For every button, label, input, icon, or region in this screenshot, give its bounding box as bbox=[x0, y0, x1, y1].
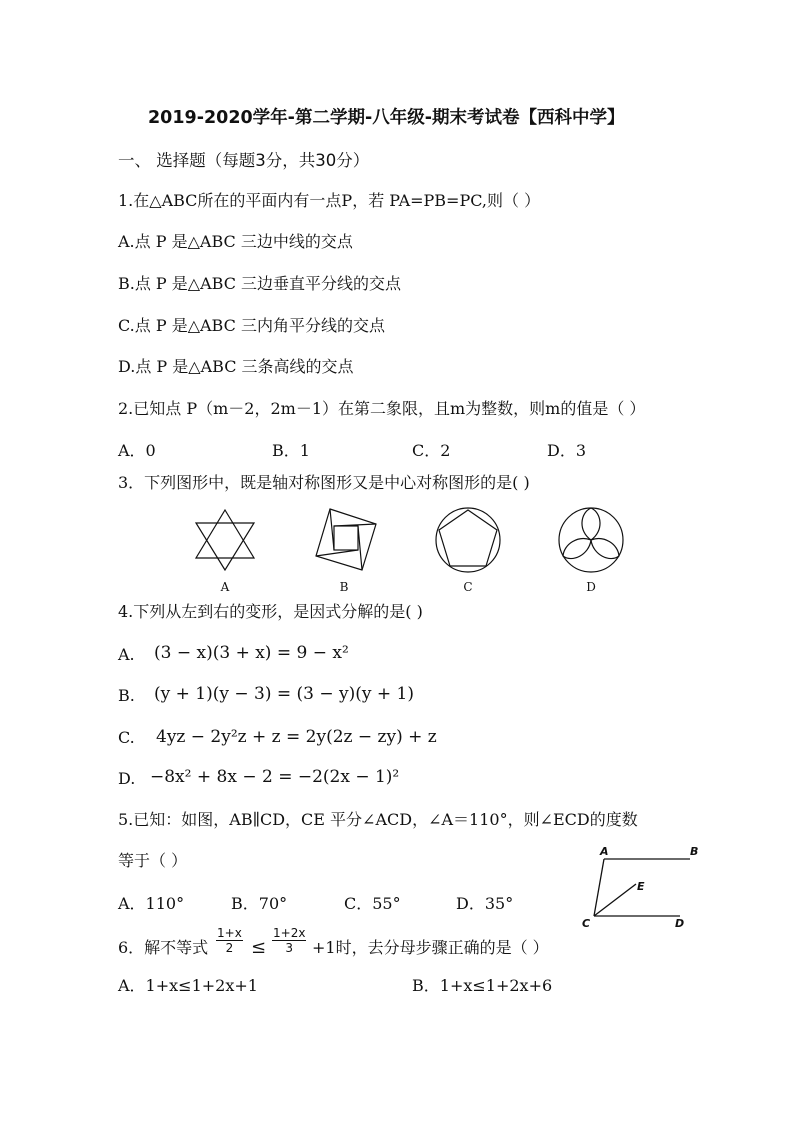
fraction-left-numerator: 1+x bbox=[217, 926, 242, 940]
question-1-option-b: B.点 P 是△ABC 三边垂直平分线的交点 bbox=[118, 274, 402, 293]
question-5-option-b: B．70° bbox=[231, 894, 288, 913]
fraction-right-denominator: 3 bbox=[285, 941, 294, 955]
figure-b-label: B bbox=[339, 580, 349, 594]
question-6-fraction-left bbox=[216, 926, 243, 955]
figure-d-circle-trefoil bbox=[556, 505, 626, 575]
question-4-option-c-label: C. bbox=[118, 728, 135, 747]
question-1-option-a: A.点 P 是△ABC 三边中线的交点 bbox=[118, 232, 353, 251]
question-5-stem: 5.已知：如图，AB∥CD，CE 平分∠ACD，∠A＝110°，则∠ECD的度数 bbox=[118, 810, 638, 829]
fraction-left-denominator: 2 bbox=[225, 941, 234, 955]
question-5-option-d: D．35° bbox=[456, 894, 514, 913]
question-3-stem: 3．下列图形中，既是轴对称图形又是中心对称图形的是( ) bbox=[118, 473, 530, 492]
figure-a-label: A bbox=[220, 580, 230, 594]
figure-a-star-of-david bbox=[192, 506, 258, 574]
question-4-option-c-expr: 4yz − 2y²z + z = 2y(2z − zy) + z bbox=[156, 727, 437, 747]
page-title: 2019-2020学年-第二学期-八年级-期末考试卷【西科中学】 bbox=[148, 108, 625, 128]
figure-b-square-windmill bbox=[312, 506, 380, 574]
fig-label-a: A bbox=[600, 845, 609, 858]
question-4-stem: 4.下列从左到右的变形，是因式分解的是( ) bbox=[118, 602, 423, 621]
question-1-option-c: C.点 P 是△ABC 三内角平分线的交点 bbox=[118, 316, 385, 335]
figure-d-label: D bbox=[586, 580, 596, 594]
fig-label-c: C bbox=[582, 917, 591, 930]
question-4-option-b-label: B. bbox=[118, 686, 135, 705]
question-2-option-b: B．1 bbox=[272, 441, 310, 460]
question-6-stem-suffix: +1时，去分母步骤正确的是（ ） bbox=[312, 938, 549, 957]
figure-c-circle-pentagon bbox=[434, 505, 502, 575]
section-heading: 一、 选择题（每题3分，共30分） bbox=[118, 151, 370, 170]
question-2-option-d: D．3 bbox=[547, 441, 587, 460]
question-4-option-d-expr: −8x² + 8x − 2 = −2(2x − 1)² bbox=[150, 767, 400, 787]
question-1-stem: 1.在△ABC所在的平面内有一点P，若 PA=PB=PC,则（ ） bbox=[118, 191, 541, 210]
question-6-fraction-right bbox=[272, 926, 306, 955]
question-6-option-a: A．1+x≤1+2x+1 bbox=[118, 976, 258, 995]
fig-label-e: E bbox=[637, 880, 645, 893]
question-2-stem: 2.已知点 P（m－2，2m－1）在第二象限，且m为整数，则m的值是（ ） bbox=[118, 399, 646, 418]
figure-c-label: C bbox=[463, 580, 473, 594]
question-4-option-a-label: A. bbox=[118, 645, 135, 664]
question-5-option-c: C．55° bbox=[344, 894, 401, 913]
question-6-stem-prefix: 6．解不等式 bbox=[118, 938, 209, 957]
question-5-stem-continued: 等于（ ） bbox=[118, 851, 188, 870]
question-4-option-d-label: D. bbox=[118, 769, 136, 788]
question-6-leq-sign: ≤ bbox=[251, 937, 267, 958]
question-6-option-b: B．1+x≤1+2x+6 bbox=[412, 976, 553, 995]
fig-label-b: B bbox=[690, 845, 699, 858]
fraction-right-numerator: 1+2x bbox=[273, 926, 306, 940]
question-2-option-a: A．0 bbox=[118, 441, 156, 460]
question-5-option-a: A．110° bbox=[118, 894, 185, 913]
question-2-option-c: C．2 bbox=[412, 441, 451, 460]
question-4-option-b-expr: (y + 1)(y − 3) = (3 − y)(y + 1) bbox=[154, 684, 414, 704]
question-4-option-a-expr: (3 − x)(3 + x) = 9 − x² bbox=[154, 643, 349, 663]
fig-label-d: D bbox=[675, 917, 685, 930]
question-1-option-d: D.点 P 是△ABC 三条高线的交点 bbox=[118, 357, 354, 376]
